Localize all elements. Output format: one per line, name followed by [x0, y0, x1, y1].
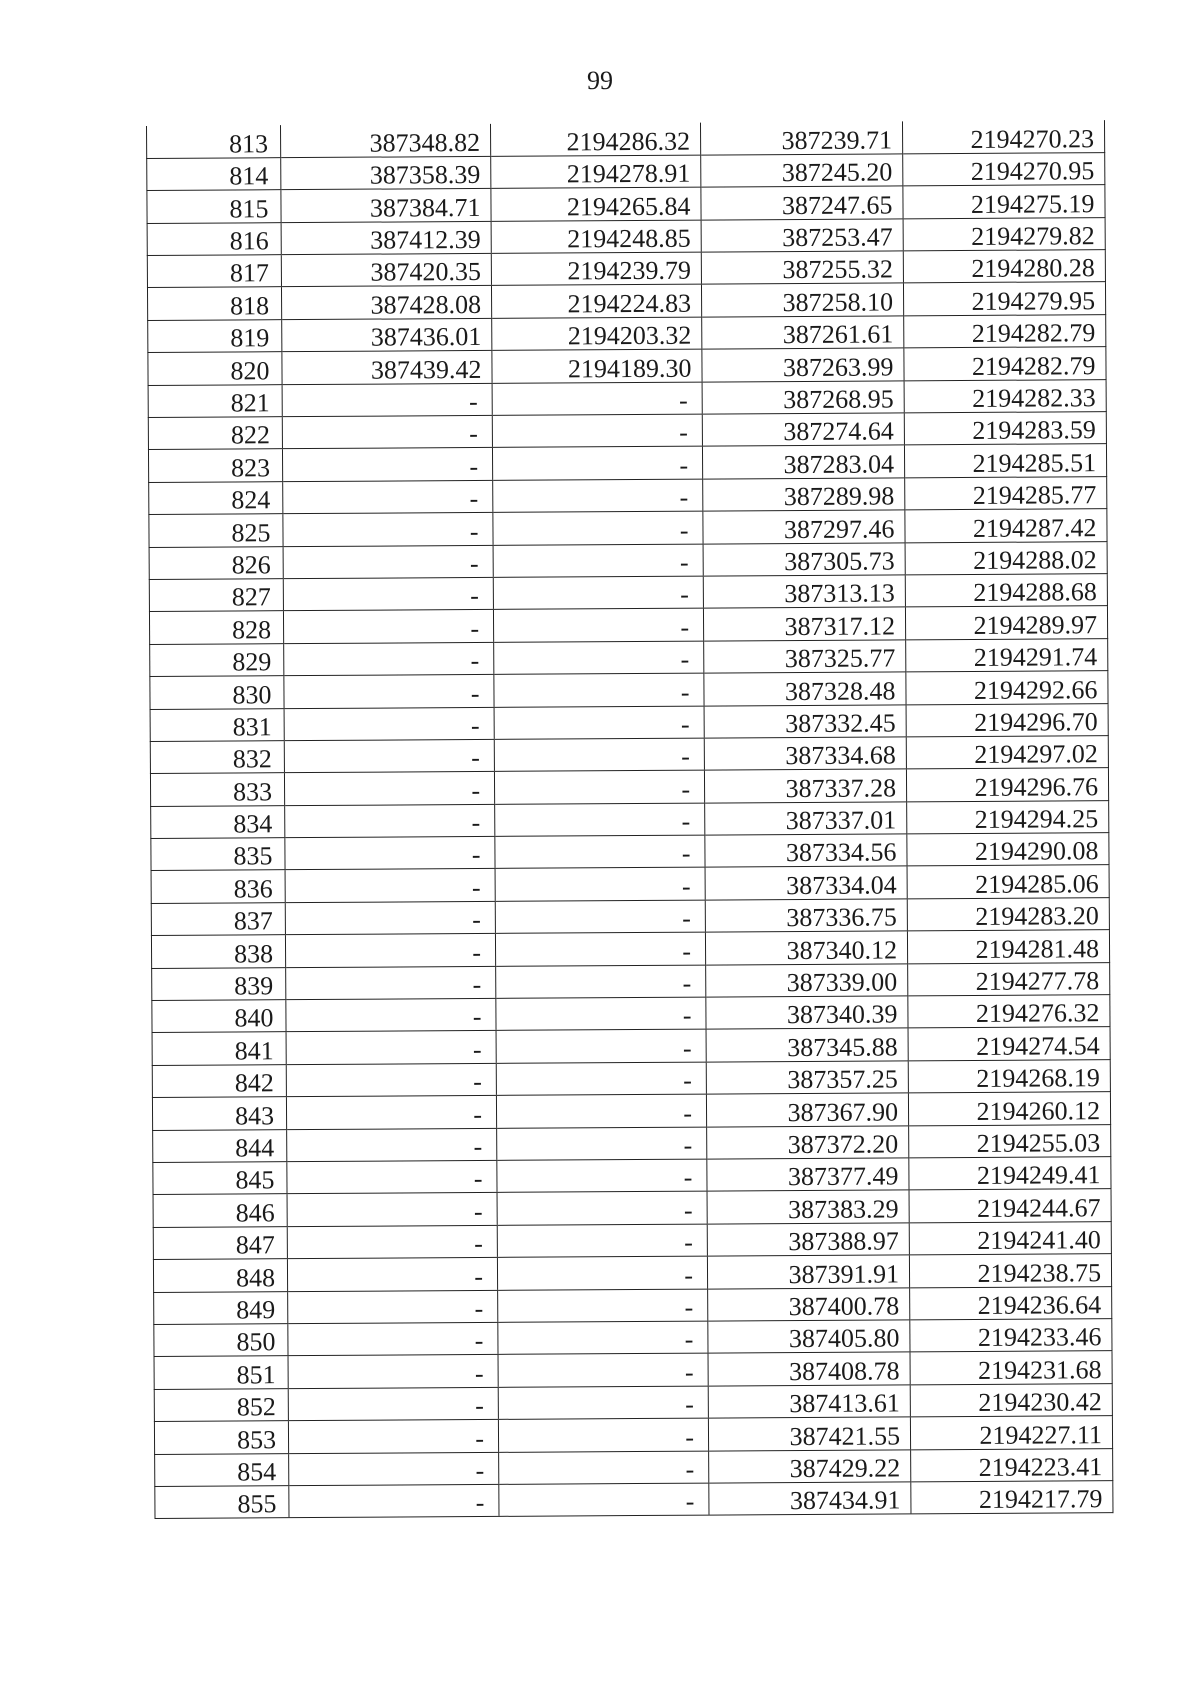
y2-cell: 2194283.59: [904, 412, 1106, 446]
x1-cell: -: [287, 1258, 497, 1292]
x1-cell: -: [284, 642, 494, 676]
y2-cell: 2194217.79: [911, 1481, 1113, 1515]
x2-cell: 387340.12: [705, 931, 907, 965]
y1-cell: -: [496, 997, 706, 1031]
y2-cell: 2194277.78: [908, 962, 1110, 996]
y1-cell: 2194278.91: [491, 155, 701, 189]
y2-cell: 2194283.20: [907, 898, 1109, 932]
y1-cell: 2194248.85: [491, 220, 701, 254]
y2-cell: 2194276.32: [908, 995, 1110, 1029]
point-number-cell: 842: [152, 1064, 286, 1097]
x2-cell: 387339.00: [706, 964, 908, 998]
x2-cell: 387388.97: [707, 1223, 909, 1257]
y1-cell: -: [495, 932, 705, 966]
y1-cell: -: [497, 1256, 707, 1290]
y1-cell: -: [496, 1030, 706, 1064]
point-number-cell: 825: [149, 514, 283, 547]
y1-cell: -: [492, 382, 702, 416]
y2-cell: 2194260.12: [908, 1092, 1110, 1126]
y2-cell: 2194255.03: [909, 1124, 1111, 1158]
x2-cell: 387239.71: [700, 121, 902, 155]
point-number-cell: 820: [148, 352, 282, 385]
x2-cell: 387340.39: [706, 996, 908, 1030]
x1-cell: -: [282, 415, 492, 449]
y2-cell: 2194275.19: [903, 185, 1105, 219]
y1-cell: -: [495, 803, 705, 837]
point-number-cell: 819: [148, 320, 282, 353]
y1-cell: -: [498, 1418, 708, 1452]
point-number-cell: 840: [152, 1000, 286, 1033]
y1-cell: -: [498, 1386, 708, 1420]
y1-cell: -: [493, 511, 703, 545]
coordinate-table: [146, 120, 1113, 1519]
x2-cell: 387313.13: [703, 575, 905, 609]
point-number-cell: 817: [147, 255, 281, 288]
y1-cell: -: [498, 1353, 708, 1387]
x2-cell: 387413.61: [708, 1385, 910, 1419]
x2-cell: 387337.28: [704, 769, 906, 803]
x1-cell: -: [289, 1452, 499, 1486]
point-number-cell: 848: [153, 1259, 287, 1292]
point-number-cell: 831: [150, 708, 284, 741]
y2-cell: 2194244.67: [909, 1189, 1111, 1223]
x2-cell: 387377.49: [707, 1158, 909, 1192]
y1-cell: 2194239.79: [491, 252, 701, 286]
x1-cell: -: [288, 1355, 498, 1389]
y1-cell: -: [497, 1127, 707, 1161]
y1-cell: -: [495, 835, 705, 869]
point-number-cell: 851: [154, 1356, 288, 1389]
x1-cell: 387436.01: [282, 318, 492, 352]
x1-cell: 387439.42: [282, 351, 492, 385]
y1-cell: -: [494, 770, 704, 804]
page-number: 99: [587, 66, 613, 95]
y2-cell: 2194296.76: [906, 768, 1108, 802]
y2-cell: 2194288.02: [905, 541, 1107, 575]
y1-cell: -: [496, 965, 706, 999]
y1-cell: -: [497, 1191, 707, 1225]
y1-cell: -: [499, 1451, 709, 1485]
y1-cell: 2194189.30: [492, 349, 702, 383]
x2-cell: 387268.95: [702, 380, 904, 414]
y2-cell: 2194291.74: [906, 638, 1108, 672]
point-number-cell: 838: [151, 935, 285, 968]
point-number-cell: 849: [154, 1291, 288, 1324]
y1-cell: -: [494, 641, 704, 675]
y1-cell: 2194224.83: [491, 285, 701, 319]
x1-cell: 387412.39: [281, 221, 491, 255]
y2-cell: 2194294.25: [907, 800, 1109, 834]
x2-cell: 387332.45: [704, 704, 906, 738]
x1-cell: -: [285, 934, 495, 968]
y1-cell: -: [493, 576, 703, 610]
y1-cell: 2194265.84: [491, 187, 701, 221]
y1-cell: -: [498, 1321, 708, 1355]
y1-cell: -: [495, 900, 705, 934]
y2-cell: 2194241.40: [909, 1221, 1111, 1255]
point-number-cell: 836: [151, 870, 285, 903]
y2-cell: 2194236.64: [910, 1286, 1112, 1320]
x2-cell: 387325.77: [704, 640, 906, 674]
y1-cell: -: [492, 447, 702, 481]
y1-cell: 2194203.32: [492, 317, 702, 351]
y2-cell: 2194279.82: [903, 217, 1105, 251]
x2-cell: 387261.61: [702, 316, 904, 350]
x2-cell: 387334.56: [705, 834, 907, 868]
point-number-cell: 845: [153, 1162, 287, 1195]
x1-cell: -: [287, 1225, 497, 1259]
coordinate-table-body: [146, 120, 1112, 1519]
point-number-cell: 837: [151, 903, 285, 936]
x1-cell: -: [286, 1063, 496, 1097]
x1-cell: 387428.08: [281, 286, 491, 320]
y1-cell: -: [496, 1094, 706, 1128]
x2-cell: 387263.99: [702, 348, 904, 382]
x2-cell: 387357.25: [706, 1061, 908, 1095]
y2-cell: 2194285.51: [904, 444, 1106, 478]
x1-cell: -: [287, 1128, 497, 1162]
x2-cell: 387274.64: [702, 413, 904, 447]
y1-cell: 2194286.32: [490, 123, 700, 157]
point-number-cell: 852: [154, 1388, 288, 1421]
x2-cell: 387255.32: [701, 251, 903, 285]
x1-cell: -: [282, 383, 492, 417]
point-number-cell: 832: [150, 741, 284, 774]
point-number-cell: 823: [148, 449, 282, 482]
x2-cell: 387289.98: [703, 478, 905, 512]
y1-cell: -: [496, 1062, 706, 1096]
y2-cell: 2194297.02: [906, 736, 1108, 770]
x2-cell: 387367.90: [706, 1093, 908, 1127]
x2-cell: 387400.78: [708, 1287, 910, 1321]
x2-cell: 387328.48: [704, 672, 906, 706]
x1-cell: 387348.82: [280, 124, 490, 158]
point-number-cell: 853: [154, 1421, 288, 1454]
coordinate-table-wrapper: [146, 120, 1112, 1519]
x1-cell: -: [288, 1419, 498, 1453]
y1-cell: -: [495, 868, 705, 902]
x2-cell: 387305.73: [703, 542, 905, 576]
x2-cell: 387334.04: [705, 866, 907, 900]
y2-cell: 2194289.97: [905, 606, 1107, 640]
point-number-cell: 846: [153, 1194, 287, 1227]
y2-cell: 2194282.79: [904, 314, 1106, 348]
point-number-cell: 826: [149, 546, 283, 579]
point-number-cell: 833: [150, 773, 284, 806]
x2-cell: 387334.68: [704, 737, 906, 771]
x2-cell: 387336.75: [705, 899, 907, 933]
y2-cell: 2194233.46: [910, 1319, 1112, 1353]
point-number-cell: 850: [154, 1324, 288, 1357]
x2-cell: 387383.29: [707, 1190, 909, 1224]
x1-cell: -: [283, 480, 493, 514]
y2-cell: 2194290.08: [907, 833, 1109, 867]
x1-cell: 387384.71: [281, 189, 491, 223]
x1-cell: -: [284, 675, 494, 709]
point-number-cell: 815: [147, 190, 281, 223]
y2-cell: 2194270.23: [902, 120, 1104, 154]
table-row: [155, 1481, 1113, 1519]
y2-cell: 2194292.66: [906, 671, 1108, 705]
y1-cell: -: [499, 1483, 709, 1517]
y2-cell: 2194280.28: [903, 250, 1105, 284]
x2-cell: 387405.80: [708, 1320, 910, 1354]
y1-cell: -: [493, 608, 703, 642]
x1-cell: -: [288, 1322, 498, 1356]
x2-cell: 387317.12: [703, 607, 905, 641]
point-number-cell: 834: [151, 805, 285, 838]
point-number-cell: 828: [149, 611, 283, 644]
point-number-cell: 813: [146, 125, 280, 158]
x2-cell: 387421.55: [708, 1417, 910, 1451]
point-number-cell: 827: [149, 579, 283, 612]
x1-cell: -: [283, 577, 493, 611]
x2-cell: 387297.46: [703, 510, 905, 544]
y2-cell: 2194285.06: [907, 865, 1109, 899]
y1-cell: -: [497, 1159, 707, 1193]
y1-cell: -: [497, 1224, 707, 1258]
x1-cell: -: [287, 1160, 497, 1194]
point-number-cell: 839: [152, 967, 286, 1000]
y2-cell: 2194231.68: [910, 1351, 1112, 1385]
y2-cell: 2194296.70: [906, 703, 1108, 737]
x1-cell: -: [284, 707, 494, 741]
y2-cell: 2194285.77: [905, 476, 1107, 510]
x2-cell: 387429.22: [709, 1449, 911, 1483]
x1-cell: -: [288, 1387, 498, 1421]
x1-cell: -: [286, 1031, 496, 1065]
y2-cell: 2194223.41: [911, 1448, 1113, 1482]
x2-cell: 387372.20: [707, 1125, 909, 1159]
x1-cell: -: [289, 1484, 499, 1518]
x2-cell: 387258.10: [701, 283, 903, 317]
y2-cell: 2194279.95: [903, 282, 1105, 316]
x1-cell: -: [283, 513, 493, 547]
y2-cell: 2194281.48: [907, 930, 1109, 964]
x1-cell: -: [283, 545, 493, 579]
x2-cell: 387337.01: [705, 802, 907, 836]
x1-cell: -: [282, 448, 492, 482]
x2-cell: 387345.88: [706, 1028, 908, 1062]
y1-cell: -: [498, 1289, 708, 1323]
y2-cell: 2194282.33: [904, 379, 1106, 413]
point-number-cell: 847: [153, 1226, 287, 1259]
point-number-cell: 816: [147, 222, 281, 255]
x2-cell: 387408.78: [708, 1352, 910, 1386]
y2-cell: 2194249.41: [909, 1157, 1111, 1191]
x1-cell: 387358.39: [281, 156, 491, 190]
y1-cell: -: [493, 544, 703, 578]
y1-cell: -: [494, 706, 704, 740]
x2-cell: 387434.91: [709, 1482, 911, 1516]
point-number-cell: 829: [150, 643, 284, 676]
x2-cell: 387253.47: [701, 219, 903, 253]
y2-cell: 2194268.19: [908, 1059, 1110, 1093]
x2-cell: 387247.65: [701, 186, 903, 220]
y2-cell: 2194287.42: [905, 509, 1107, 543]
x1-cell: -: [287, 1193, 497, 1227]
point-number-cell: 822: [148, 417, 282, 450]
point-number-cell: 841: [152, 1032, 286, 1065]
x1-cell: -: [285, 804, 495, 838]
x1-cell: -: [286, 966, 496, 1000]
x2-cell: 387391.91: [707, 1255, 909, 1289]
x1-cell: -: [285, 901, 495, 935]
y2-cell: 2194274.54: [908, 1027, 1110, 1061]
x1-cell: 387420.35: [281, 253, 491, 287]
point-number-cell: 844: [153, 1129, 287, 1162]
x1-cell: -: [285, 836, 495, 870]
y2-cell: 2194288.68: [905, 574, 1107, 608]
x1-cell: -: [283, 610, 493, 644]
y1-cell: -: [494, 673, 704, 707]
x2-cell: 387245.20: [701, 154, 903, 188]
point-number-cell: 854: [155, 1453, 289, 1486]
x1-cell: -: [284, 772, 494, 806]
point-number-cell: 818: [147, 287, 281, 320]
y2-cell: 2194282.79: [904, 347, 1106, 381]
y2-cell: 2194238.75: [909, 1254, 1111, 1288]
y1-cell: -: [494, 738, 704, 772]
y2-cell: 2194230.42: [910, 1383, 1112, 1417]
x1-cell: -: [286, 998, 496, 1032]
y2-cell: 2194227.11: [910, 1416, 1112, 1450]
x1-cell: -: [286, 1096, 496, 1130]
x1-cell: -: [284, 739, 494, 773]
y1-cell: -: [492, 414, 702, 448]
point-number-cell: 814: [147, 158, 281, 191]
point-number-cell: 824: [149, 481, 283, 514]
point-number-cell: 855: [155, 1486, 289, 1519]
y2-cell: 2194270.95: [903, 153, 1105, 187]
x2-cell: 387283.04: [702, 445, 904, 479]
y1-cell: -: [493, 479, 703, 513]
point-number-cell: 843: [152, 1097, 286, 1130]
x1-cell: -: [288, 1290, 498, 1324]
point-number-cell: 835: [151, 838, 285, 871]
point-number-cell: 830: [150, 676, 284, 709]
point-number-cell: 821: [148, 384, 282, 417]
x1-cell: -: [285, 869, 495, 903]
